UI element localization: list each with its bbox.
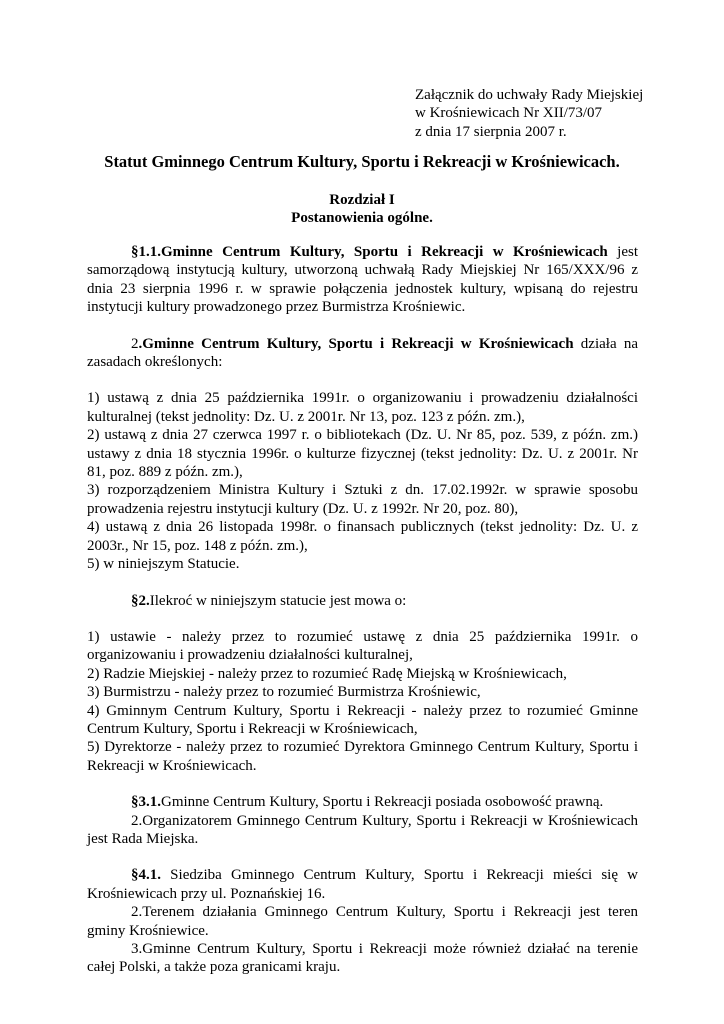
s4-1-text: Siedziba Gminnego Centrum Kultury, Sportu i Rekreacji mieści się w Krośniewicach przy ul. Poznańskiej 16. xyxy=(87,867,638,902)
s4-heading: §4.1. xyxy=(131,867,161,884)
s2-list xyxy=(87,628,638,775)
paragraph-s3-2: 2.Organizatorem Gminnego Centrum Kultury, Sportu i Rekreacji w Krośniewicach jest Rada Miejska. xyxy=(87,812,638,847)
paragraph-s1-2 xyxy=(87,335,638,372)
chapter-heading xyxy=(0,191,724,228)
annex-header xyxy=(415,86,705,141)
list-item: 5) w niniejszym Statucie. xyxy=(87,556,240,573)
s1-2-heading: .Gminne Centrum Kultury, Sportu i Rekreacji w Krośniewicach xyxy=(138,335,574,352)
paragraph-s4-2: 2.Terenem działania Gminnego Centrum Kultury, Sportu i Rekreacji jest teren gminy Krośniewice. xyxy=(87,904,638,939)
paragraph-s4-1 xyxy=(87,866,638,903)
list-item: 2) Radzie Miejskiej - należy przez to rozumieć Radę Miejską w Krośniewicach, xyxy=(87,665,567,682)
s2-heading: §2. xyxy=(131,592,150,609)
document-title: Statut Gminnego Centrum Kultury, Sportu i Rekreacji w Krośniewicach. xyxy=(104,152,620,171)
list-item: 3) rozporządzeniem Ministra Kultury i Sztuki z dn. 17.02.1992r. w sprawie sposobu prowadzenia rejestru instytucji kultury (Dz. U. z 1992r. Nr 20, poz. 80), xyxy=(87,482,638,517)
chapter-name: Postanowienia ogólne. xyxy=(291,210,433,227)
document-body xyxy=(87,243,638,977)
s1-1-heading: §1.1.Gminne Centrum Kultury, Sportu i Rekreacji w Krośniewicach xyxy=(131,244,608,260)
annex-line-1: Załącznik do uchwały Rady Miejskiej xyxy=(415,87,644,103)
s3-1-text: Gminne Centrum Kultury, Sportu i Rekreacji posiada osobowość prawną. xyxy=(161,794,604,811)
list-item: 1) ustawą z dnia 25 października 1991r. o organizowaniu i prowadzeniu działalności kulturalnej (tekst jednolity: Dz. U. z 2001r. Nr 13, poz. 123 z późn. zm.), xyxy=(87,390,638,425)
s3-heading: §3.1. xyxy=(131,794,161,811)
s1-2-text: działa na zasadach określonych: xyxy=(87,335,638,371)
paragraph-s3-1 xyxy=(87,793,638,811)
list-item: 1) ustawie - należy przez to rozumieć ustawę z dnia 25 października 1991r. o organizowaniu i prowadzeniu działalności kulturalnej, xyxy=(87,628,638,664)
paragraph-s2 xyxy=(87,592,638,610)
s1-2-number: 2 xyxy=(131,335,139,352)
annex-line-2: w Krośniewicach Nr XII/73/07 xyxy=(415,105,603,122)
annex-line-3: z dnia 17 sierpnia 2007 r. xyxy=(415,123,567,140)
chapter-number: Rozdział I xyxy=(329,192,395,208)
list-item: 4) Gminnym Centrum Kultury, Sportu i Rekreacji - należy przez to rozumieć Gminne Centrum Kultury, Sportu i Rekreacji w Krośniewicach, xyxy=(87,702,638,737)
list-item: 4) ustawą z dnia 26 listopada 1998r. o finansach publicznych (tekst jednolity: Dz. U. z 2003r., Nr 15, poz. 148 z późn. zm.), xyxy=(87,519,638,554)
paragraph-s1-1 xyxy=(87,243,638,317)
list-item: 3) Burmistrzu - należy przez to rozumieć Burmistrza Krośniewic, xyxy=(87,684,481,701)
s2-text: Ilekroć w niniejszym statucie jest mowa o: xyxy=(149,592,407,609)
paragraph-s4-3: 3.Gminne Centrum Kultury, Sportu i Rekreacji może również działać na terenie całej Polski, a także poza granicami kraju. xyxy=(87,941,638,976)
list-item: 5) Dyrektorze - należy przez to rozumieć Dyrektora Gminnego Centrum Kultury, Sportu i Rekreacji w Krośniewicach. xyxy=(87,739,638,774)
s1-list xyxy=(87,389,638,573)
s1-1-text: jest samorządową instytucją kultury, utworzoną uchwałą Rady Miejskiej Nr 165/XXX/96 z dnia 23 sierpnia 1996 r. w sprawie połączenia jednostek kultury, wpisaną do rejestru instytucji kultury prowadzonego przez Burmistrza Krośniewic. xyxy=(87,244,638,316)
list-item: 2) ustawą z dnia 27 czerwca 1997 r. o bibliotekach (Dz. U. Nr 85, poz. 539, z późn. zm.) ustawy z dnia 18 stycznia 1996r. o kulturze fizycznej (tekst jednolity: Dz. U. z 2001r. Nr 81, poz. 889 z późn. zm.), xyxy=(87,427,638,481)
